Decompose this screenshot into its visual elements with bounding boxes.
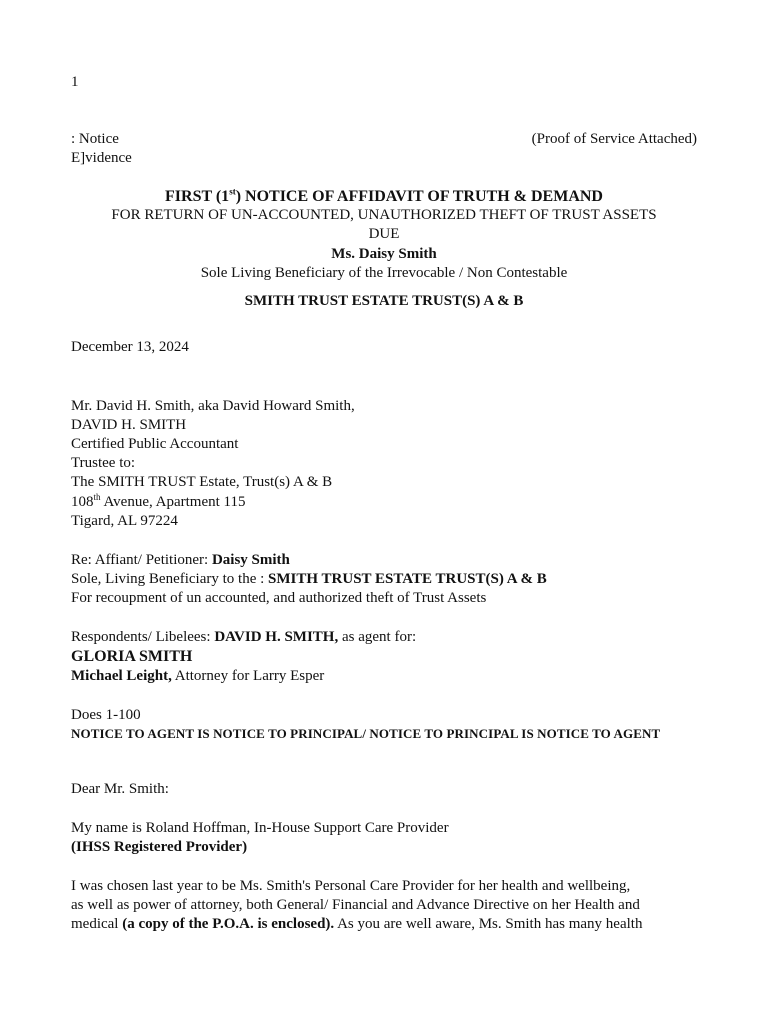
letter-date: December 13, 2024 <box>71 339 189 355</box>
notice-to-agent-line: NOTICE TO AGENT IS NOTICE TO PRINCIPAL/ NOTICE TO PRINCIPAL IS NOTICE TO AGENT <box>71 726 661 741</box>
title-line-1: FIRST (1st) NOTICE OF AFFIDAVIT OF TRUTH & DEMAND <box>165 186 603 205</box>
re-line-1: Re: Affiant/ Petitioner: Daisy Smith <box>71 552 290 568</box>
paragraph-line-2: as well as power of attorney, both General/ Financial and Advance Directive on her Health and <box>71 897 640 913</box>
title-line-3: DUE <box>368 226 400 242</box>
does-line: Does 1-100 <box>71 707 141 723</box>
intro-line-2: (IHSS Registered Provider) <box>71 839 248 855</box>
respondents-line-1: Respondents/ Libelees: DAVID H. SMITH, as agent for: <box>71 629 417 645</box>
intro-line-1: My name is Roland Hoffman, In-House Support Care Provider <box>71 820 449 836</box>
page-number: 1 <box>71 74 79 90</box>
address-line-1: Mr. David H. Smith, aka David Howard Smith, <box>71 398 355 414</box>
address-line-5: The SMITH TRUST Estate, Trust(s) A & B <box>71 474 333 490</box>
address-line-4: Trustee to: <box>71 455 136 471</box>
notice-label: : Notice <box>71 131 119 147</box>
paragraph-line-3: medical (a copy of the P.O.A. is enclosed). As you are well aware, Ms. Smith has many health <box>71 916 643 932</box>
address-line-2: DAVID H. SMITH <box>71 417 187 433</box>
evidence-label: E]vidence <box>71 150 132 166</box>
title-trust-name: SMITH TRUST ESTATE TRUST(S) A & B <box>244 293 524 309</box>
address-line-7: Tigard, AL 97224 <box>71 513 178 529</box>
respondents-line-3: Michael Leight, Attorney for Larry Esper <box>71 668 325 684</box>
paragraph-line-1: I was chosen last year to be Ms. Smith's Personal Care Provider for her health and wellbeing, <box>71 878 631 894</box>
title-line-2: FOR RETURN OF UN-ACCOUNTED, UNAUTHORIZED THEFT OF TRUST ASSETS <box>111 207 657 223</box>
respondents-line-2: GLORIA SMITH <box>71 648 193 665</box>
proof-of-service-label: (Proof of Service Attached) <box>531 131 697 147</box>
title-beneficiary-name: Ms. Daisy Smith <box>331 246 437 262</box>
salutation: Dear Mr. Smith: <box>71 781 169 797</box>
address-line-3: Certified Public Accountant <box>71 436 239 452</box>
re-line-3: For recoupment of un accounted, and authorized theft of Trust Assets <box>71 590 487 606</box>
title-beneficiary-description: Sole Living Beneficiary of the Irrevocable / Non Contestable <box>200 265 568 281</box>
address-line-6: 108th Avenue, Apartment 115 <box>71 492 246 510</box>
re-line-2: Sole, Living Beneficiary to the : SMITH TRUST ESTATE TRUST(S) A & B <box>71 571 547 587</box>
